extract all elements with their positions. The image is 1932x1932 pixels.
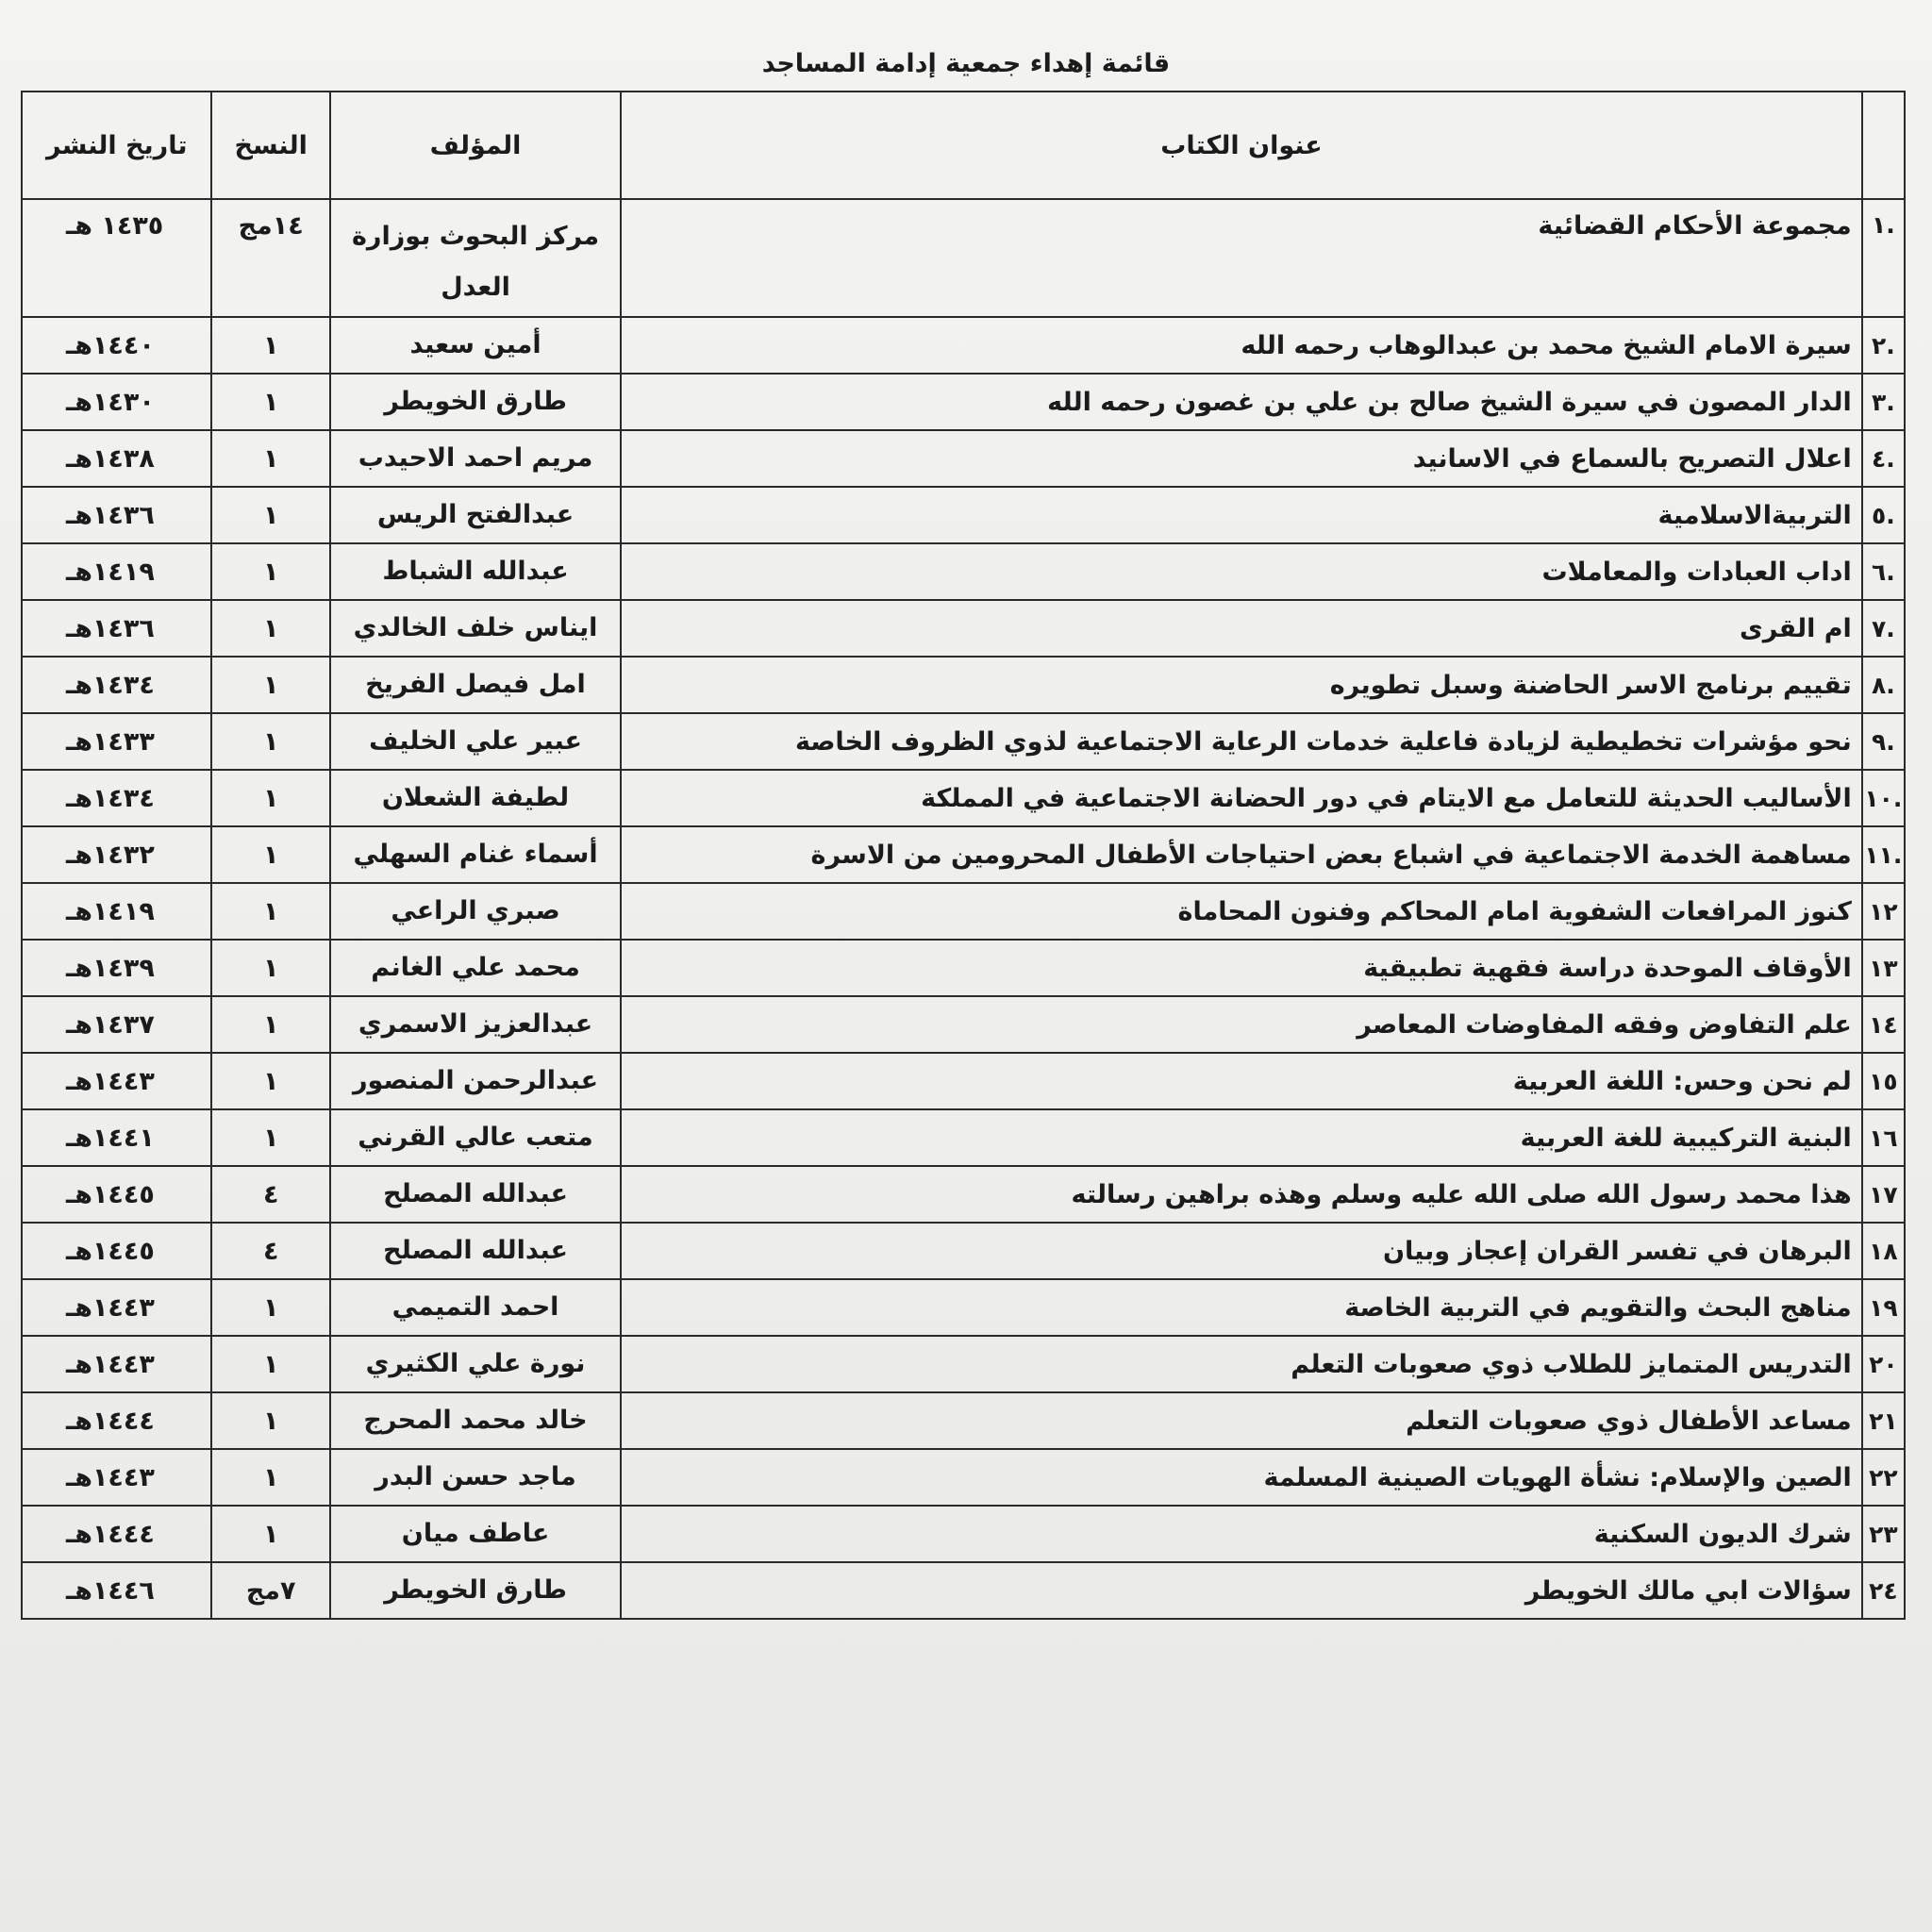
row-number: ١٦ [1862, 1109, 1905, 1166]
table-row [22, 1053, 1905, 1109]
row-number: .٤ [1862, 430, 1905, 487]
publish-date: ١٤٤٦هـ [22, 1562, 211, 1619]
table-row [22, 657, 1905, 713]
book-copies: ٧مج [211, 1562, 329, 1619]
publish-date: ١٤٣٢هـ [22, 826, 211, 883]
publish-date: ١٤٣٩هـ [22, 940, 211, 996]
row-number: ١٢ [1862, 883, 1905, 940]
book-title: اداب العبادات والمعاملات [621, 543, 1862, 600]
book-title: التدريس المتمايز للطلاب ذوي صعوبات التعلم [621, 1336, 1862, 1392]
book-copies: ١ [211, 430, 329, 487]
table-header-row [22, 92, 1905, 199]
book-author: نورة علي الكثيري [330, 1336, 621, 1392]
table-row [22, 1449, 1905, 1506]
book-author: عبدالله المصلح [330, 1166, 621, 1223]
table-row [22, 1506, 1905, 1562]
row-number: ٢٢ [1862, 1449, 1905, 1506]
book-title: الأوقاف الموحدة دراسة فقهية تطبيقية [621, 940, 1862, 996]
book-author: متعب عالي القرني [330, 1109, 621, 1166]
book-author: احمد التميمي [330, 1279, 621, 1336]
table-row [22, 374, 1905, 430]
book-copies: ١ [211, 940, 329, 996]
publish-date: ١٤٣٣هـ [22, 713, 211, 770]
books-table [21, 91, 1906, 1620]
table-row [22, 199, 1905, 317]
book-title: شرك الديون السكنية [621, 1506, 1862, 1562]
book-title: الأساليب الحديثة للتعامل مع الايتام في دور الحضانة الاجتماعية في المملكة [621, 770, 1862, 826]
book-author: محمد علي الغانم [330, 940, 621, 996]
book-copies: ١٤مج [211, 199, 329, 317]
row-number: .٧ [1862, 600, 1905, 657]
book-copies: ٤ [211, 1166, 329, 1223]
book-title: اعلال التصريح بالسماع في الاسانيد [621, 430, 1862, 487]
publish-date: ١٤٣٤هـ [22, 657, 211, 713]
row-number: ١٩ [1862, 1279, 1905, 1336]
row-number: ٢٠ [1862, 1336, 1905, 1392]
book-copies: ١ [211, 1506, 329, 1562]
book-copies: ١ [211, 713, 329, 770]
table-row [22, 713, 1905, 770]
publish-date: ١٤٣٦هـ [22, 600, 211, 657]
book-copies: ١ [211, 1109, 329, 1166]
row-number: .١٠ [1862, 770, 1905, 826]
book-author: ايناس خلف الخالدي [330, 600, 621, 657]
table-row [22, 487, 1905, 543]
publish-date: ١٤٤٥هـ [22, 1223, 211, 1279]
book-title: كنوز المرافعات الشفوية امام المحاكم وفنون المحاماة [621, 883, 1862, 940]
book-title: مساهمة الخدمة الاجتماعية في اشباع بعض احتياجات الأطفال المحرومين من الاسرة [621, 826, 1862, 883]
table-row [22, 600, 1905, 657]
table-row [22, 1166, 1905, 1223]
header-number [1862, 92, 1905, 199]
row-number: ٢٤ [1862, 1562, 1905, 1619]
table-row [22, 1562, 1905, 1619]
book-title: سؤالات ابي مالك الخويطر [621, 1562, 1862, 1619]
row-number: ١٣ [1862, 940, 1905, 996]
book-title: مجموعة الأحكام القضائية [621, 199, 1862, 317]
book-copies: ٤ [211, 1223, 329, 1279]
row-number: ١٤ [1862, 996, 1905, 1053]
book-author: صبري الراعي [330, 883, 621, 940]
book-copies: ١ [211, 543, 329, 600]
table-row [22, 430, 1905, 487]
book-author: عبدالله الشباط [330, 543, 621, 600]
row-number: ٢١ [1862, 1392, 1905, 1449]
book-copies: ١ [211, 600, 329, 657]
table-row [22, 1109, 1905, 1166]
book-copies: ١ [211, 374, 329, 430]
table-row [22, 1392, 1905, 1449]
table-row [22, 996, 1905, 1053]
book-title: البرهان في تفسر القران إعجاز وبيان [621, 1223, 1862, 1279]
book-author: طارق الخويطر [330, 374, 621, 430]
book-title: مناهج البحث والتقويم في التربية الخاصة [621, 1279, 1862, 1336]
row-number: ١٨ [1862, 1223, 1905, 1279]
row-number: ١٥ [1862, 1053, 1905, 1109]
publish-date: ١٤٤٤هـ [22, 1506, 211, 1562]
header-title: عنوان الكتاب [621, 92, 1862, 199]
book-copies: ١ [211, 657, 329, 713]
book-author: أمين سعيد [330, 317, 621, 374]
book-title: الدار المصون في سيرة الشيخ صالح بن علي بن غصون رحمه الله [621, 374, 1862, 430]
row-number: .٣ [1862, 374, 1905, 430]
book-author: عبدالعزيز الاسمري [330, 996, 621, 1053]
book-copies: ١ [211, 996, 329, 1053]
book-title: الصين والإسلام: نشأة الهويات الصينية المسلمة [621, 1449, 1862, 1506]
publish-date: ١٤١٩هـ [22, 543, 211, 600]
publish-date: ١٤٤٣هـ [22, 1449, 211, 1506]
publish-date: ١٤٣٠هـ [22, 374, 211, 430]
table-row [22, 770, 1905, 826]
book-copies: ١ [211, 317, 329, 374]
book-copies: ١ [211, 1449, 329, 1506]
book-title: سيرة الامام الشيخ محمد بن عبدالوهاب رحمه الله [621, 317, 1862, 374]
book-author: امل فيصل الفريخ [330, 657, 621, 713]
book-copies: ١ [211, 1392, 329, 1449]
document-title: قائمة إهداء جمعية إدامة المساجد [761, 49, 1171, 78]
book-title: نحو مؤشرات تخطيطية لزيادة فاعلية خدمات الرعاية الاجتماعية لذوي الظروف الخاصة [621, 713, 1862, 770]
book-copies: ١ [211, 1336, 329, 1392]
row-number: ١٧ [1862, 1166, 1905, 1223]
table-row [22, 317, 1905, 374]
book-author: مريم احمد الاحيدب [330, 430, 621, 487]
row-number: .١١ [1862, 826, 1905, 883]
publish-date: ١٤٣٧هـ [22, 996, 211, 1053]
book-title: البنية التركيبية للغة العربية [621, 1109, 1862, 1166]
book-title: التربيةالاسلامية [621, 487, 1862, 543]
book-title: هذا محمد رسول الله صلى الله عليه وسلم وهذه براهين رسالته [621, 1166, 1862, 1223]
table-row [22, 543, 1905, 600]
table-row [22, 1279, 1905, 1336]
book-author: عبدالله المصلح [330, 1223, 621, 1279]
row-number: .٨ [1862, 657, 1905, 713]
publish-date: ١٤٤٣هـ [22, 1336, 211, 1392]
book-author: طارق الخويطر [330, 1562, 621, 1619]
table-body [22, 199, 1905, 1619]
book-author: لطيفة الشعلان [330, 770, 621, 826]
book-author: عبدالرحمن المنصور [330, 1053, 621, 1109]
table-row [22, 1223, 1905, 1279]
book-copies: ١ [211, 1279, 329, 1336]
book-title: ام القرى [621, 600, 1862, 657]
publish-date: ١٤١٩هـ [22, 883, 211, 940]
row-number: .١ [1862, 199, 1905, 317]
row-number: ٢٣ [1862, 1506, 1905, 1562]
book-author: مركز البحوث بوزارة العدل [330, 199, 621, 317]
book-author: ماجد حسن البدر [330, 1449, 621, 1506]
book-title: لم نحن وحس: اللغة العربية [621, 1053, 1862, 1109]
publish-date: ١٤٤٠هـ [22, 317, 211, 374]
table-row [22, 1336, 1905, 1392]
book-copies: ١ [211, 826, 329, 883]
book-author: عاطف ميان [330, 1506, 621, 1562]
row-number: .٢ [1862, 317, 1905, 374]
table-row [22, 826, 1905, 883]
publish-date: ١٤٤٥هـ [22, 1166, 211, 1223]
book-title: مساعد الأطفال ذوي صعوبات التعلم [621, 1392, 1862, 1449]
book-title: علم التفاوض وفقه المفاوضات المعاصر [621, 996, 1862, 1053]
book-author: أسماء غنام السهلي [330, 826, 621, 883]
row-number: .٥ [1862, 487, 1905, 543]
book-title: تقييم برنامج الاسر الحاضنة وسبل تطويره [621, 657, 1862, 713]
publish-date: ١٤٣٤هـ [22, 770, 211, 826]
header-copies: النسخ [211, 92, 329, 199]
row-number: .٩ [1862, 713, 1905, 770]
publish-date: ١٤٤٤هـ [22, 1392, 211, 1449]
table-row [22, 883, 1905, 940]
publish-date: ١٤٤١هـ [22, 1109, 211, 1166]
publish-date: ١٤٣٥ هـ [22, 199, 211, 317]
header-author: المؤلف [330, 92, 621, 199]
book-copies: ١ [211, 487, 329, 543]
header-date: تاريخ النشر [22, 92, 211, 199]
book-author: عبدالفتح الريس [330, 487, 621, 543]
publish-date: ١٤٣٦هـ [22, 487, 211, 543]
publish-date: ١٤٣٨هـ [22, 430, 211, 487]
book-copies: ١ [211, 770, 329, 826]
book-copies: ١ [211, 1053, 329, 1109]
table-row [22, 940, 1905, 996]
row-number: .٦ [1862, 543, 1905, 600]
publish-date: ١٤٤٣هـ [22, 1279, 211, 1336]
publish-date: ١٤٤٣هـ [22, 1053, 211, 1109]
book-author: عبير علي الخليف [330, 713, 621, 770]
book-author: خالد محمد المحرج [330, 1392, 621, 1449]
book-copies: ١ [211, 883, 329, 940]
